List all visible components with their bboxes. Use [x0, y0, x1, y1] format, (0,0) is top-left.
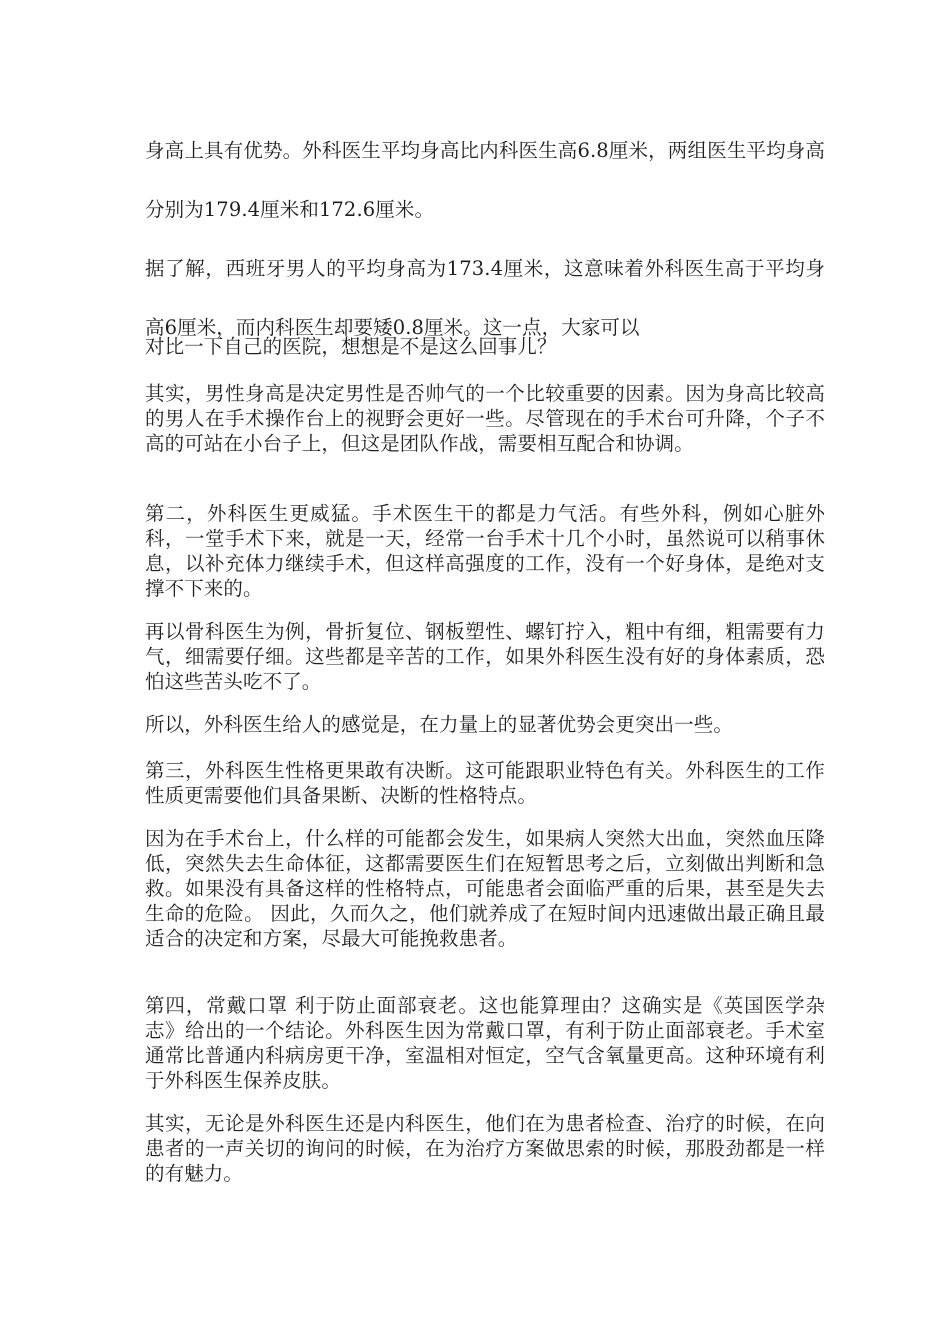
paragraph-second-point: 第二，外科医生更威猛。手术医生干的都是力气活。有些外科，例如心脏外科，一堂手术下来，就是一天，经常一台手术十几个小时，虽然说可以稍事休息，以补充体力继续手术，但这样高强度的工作，没有一个好身体，是绝对支撑不下来的。: [145, 502, 825, 600]
paragraph-orthopedics: 再以骨科医生为例，骨折复位、钢板塑性、螺钉拧入，粗中有细，粗需要有力气，细需要仔细。这些都是辛苦的工作，如果外科医生没有好的身体素质，恐怕这些苦头吃不了。: [145, 620, 825, 693]
paragraph-fourth-point: 第四，常戴口罩 利于防止面部衰老。这也能算理由？这确实是《英国医学杂志》给出的一个结论。外科医生因为常戴口罩，有利于防止面部衰老。手术室通常比普通内科病房更干净，室温相对恒定，空气含氧量更高。这种环境有利于外科医生保养皮肤。: [145, 994, 825, 1092]
paragraph-spain-average: 据了解，西班牙男人的平均身高为173.4厘米，这意味着外科医生高于平均身高6厘米，而内科医生却要矮0.8厘米。这一点，大家可以: [145, 257, 825, 339]
paragraph-compare-hospital: 对比一下自己的医院，想想是不是这么回事儿？: [145, 335, 557, 358]
paragraph-operating-table: 因为在手术台上，什么样的可能都会发生，如果病人突然大出血，突然血压降低，突然失去生命体征，这都需要医生们在短暂思考之后，立刻做出判断和急救。如果没有具备这样的性格特点，可能患者会面临严重的后果，甚至是失去生命的危险。 因此，久而久之，他们就养成了在短时间内迅速做出最正确且最适合的决定和方案，尽最大可能挽救患者。: [145, 827, 825, 950]
paragraph-strength-summary: 所以，外科医生给人的感觉是，在力量上的显著优势会更突出一些。: [145, 713, 734, 736]
paragraph-height-advantage: 身高上具有优势。外科医生平均身高比内科医生高6.8厘米，两组医生平均身高分别为179.4厘米和172.6厘米。: [145, 139, 825, 221]
paragraph-conclusion: 其实，无论是外科医生还是内科医生，他们在为患者检查、治疗的时候，在向患者的一声关切的询问的时候，在为治疗方案做思索的时候，那股劲都是一样的有魅力。: [145, 1112, 825, 1185]
paragraph-third-point: 第三，外科医生性格更果敢有决断。这可能跟职业特色有关。外科医生的工作性质更需要他们具备果断、决断的性格特点。: [145, 759, 825, 807]
paragraph-height-factor: 其实，男性身高是决定男性是否帅气的一个比较重要的因素。因为身高比较高的男人在手术操作台上的视野会更好一些。尽管现在的手术台可升降，个子不高的可站在小台子上，但这是团队作战，需要相互配合和协调。: [145, 382, 825, 455]
